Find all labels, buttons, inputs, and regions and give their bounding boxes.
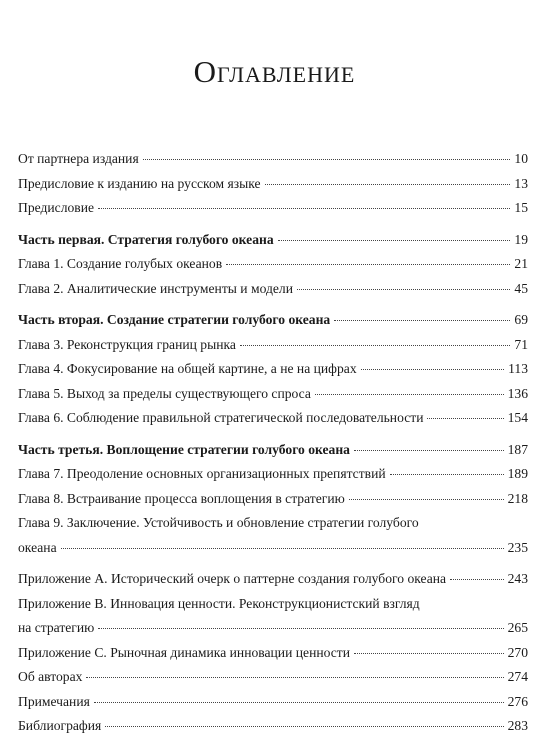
toc-entry[interactable] xyxy=(18,714,528,739)
toc-entry[interactable] xyxy=(18,665,528,690)
toc-page-number: 15 xyxy=(514,200,528,215)
dot-leader xyxy=(98,207,510,209)
toc-entry[interactable] xyxy=(18,406,528,431)
dot-leader xyxy=(278,239,511,241)
toc-entry-label: Часть первая. Стратегия голубого океана xyxy=(18,231,274,247)
toc-page-number: 21 xyxy=(514,256,528,271)
toc-entry-label-line1: Глава 9. Заключение. Устойчивость и обновление стратегии голубого xyxy=(18,515,419,530)
toc-page-number: 265 xyxy=(507,620,528,635)
toc-entry-label: Примечания xyxy=(18,693,90,709)
toc-entry-label: Приложение C. Рыночная динамика инновации ценности xyxy=(18,644,350,660)
toc-entry[interactable] xyxy=(18,690,528,715)
toc-entry-label: Глава 1. Создание голубых океанов xyxy=(18,256,223,271)
toc-entry[interactable] xyxy=(18,487,528,512)
toc-entry[interactable] xyxy=(18,172,528,197)
toc-part-entry[interactable] xyxy=(18,438,528,463)
toc-entry-label: Часть вторая. Создание стратегии голубого океана xyxy=(18,312,331,327)
dot-leader xyxy=(334,319,510,321)
toc-page-number: 10 xyxy=(514,151,528,166)
toc-entry-label: Глава 6. Соблюдение правильной стратегической последовательности xyxy=(18,410,424,425)
toc-page-number: 136 xyxy=(507,385,528,401)
toc-entry[interactable] xyxy=(18,616,528,641)
toc-part-entry[interactable] xyxy=(18,228,528,253)
toc-page-number: 189 xyxy=(507,466,528,481)
toc-page-number: 243 xyxy=(507,571,528,586)
dot-leader xyxy=(361,368,504,370)
dot-leader xyxy=(297,288,510,290)
toc-entry-label: Об авторах xyxy=(18,669,83,684)
dot-leader xyxy=(427,417,503,419)
toc-entry-label: Приложение A. Исторический очерк о паттерне создания голубого океана xyxy=(18,571,447,586)
toc-page-number: 276 xyxy=(507,693,528,709)
toc-entry-label: Глава 2. Аналитические инструменты и модели xyxy=(18,280,293,296)
toc-entry-label: Глава 8. Встраивание процесса воплощения в стратегию xyxy=(18,490,345,506)
dot-leader xyxy=(450,578,504,580)
toc-entry-label-line1: Приложение B. Инновация ценности. Реконструкционистский взгляд xyxy=(18,595,420,611)
dot-leader xyxy=(226,263,510,265)
toc-entry[interactable] xyxy=(18,641,528,666)
toc-entry[interactable] xyxy=(18,147,528,172)
toc-entry-label: Часть третья. Воплощение стратегии голубого океана xyxy=(18,441,350,457)
toc-page-number: 218 xyxy=(507,490,528,506)
toc-entry-label: Библиография xyxy=(18,718,102,733)
toc-entry-label: Предисловие к изданию на русском языке xyxy=(18,175,261,191)
toc-entry-label: Предисловие xyxy=(18,200,95,215)
toc-entry[interactable] xyxy=(18,252,528,277)
dot-leader xyxy=(240,344,510,346)
page-title: Оглавление xyxy=(193,54,356,89)
toc-entry[interactable] xyxy=(18,567,528,592)
toc-entry[interactable] xyxy=(18,382,528,407)
toc-entry[interactable] xyxy=(18,196,528,221)
toc-entry-label: Глава 5. Выход за пределы существующего спроса xyxy=(18,385,311,401)
toc-entry-label: океана xyxy=(18,539,57,555)
toc-page-number: 69 xyxy=(514,312,528,327)
toc-part-entry[interactable] xyxy=(18,308,528,333)
toc-entry-label: на стратегию xyxy=(18,620,95,635)
dot-leader xyxy=(61,547,504,549)
table-of-contents xyxy=(18,147,528,739)
toc-page-number: 235 xyxy=(507,539,528,555)
dot-leader xyxy=(98,627,503,629)
dot-leader xyxy=(354,449,504,451)
dot-leader xyxy=(390,473,504,475)
toc-page-number: 187 xyxy=(507,441,528,457)
toc-entry-label: Глава 7. Преодоление основных организационных препятствий xyxy=(18,466,386,481)
dot-leader xyxy=(349,498,504,500)
toc-page-number: 71 xyxy=(514,336,528,352)
toc-page-number: 113 xyxy=(508,361,528,376)
toc-entry[interactable] xyxy=(18,357,528,382)
toc-entry[interactable] xyxy=(18,536,528,561)
dot-leader xyxy=(315,393,504,395)
toc-entry[interactable] xyxy=(18,333,528,358)
toc-entry[interactable] xyxy=(18,277,528,302)
toc-page-number: 19 xyxy=(514,231,528,247)
toc-page-number: 274 xyxy=(507,669,528,684)
toc-page-number: 270 xyxy=(507,644,528,660)
toc-entry-label: От партнера издания xyxy=(18,151,139,166)
toc-entry-label: Глава 4. Фокусирование на общей картине, а не на цифрах xyxy=(18,361,357,376)
dot-leader xyxy=(94,701,504,703)
toc-entry-label: Глава 3. Реконструкция границ рынка xyxy=(18,336,236,352)
toc-page-number: 45 xyxy=(514,280,528,296)
dot-leader xyxy=(354,652,504,654)
dot-leader xyxy=(86,676,503,678)
dot-leader xyxy=(265,183,511,185)
dot-leader xyxy=(143,158,511,160)
toc-entry[interactable] xyxy=(18,462,528,487)
toc-page-number: 283 xyxy=(507,718,528,733)
dot-leader xyxy=(105,725,503,727)
toc-page-number: 13 xyxy=(514,175,528,191)
toc-page-number: 154 xyxy=(507,410,528,425)
